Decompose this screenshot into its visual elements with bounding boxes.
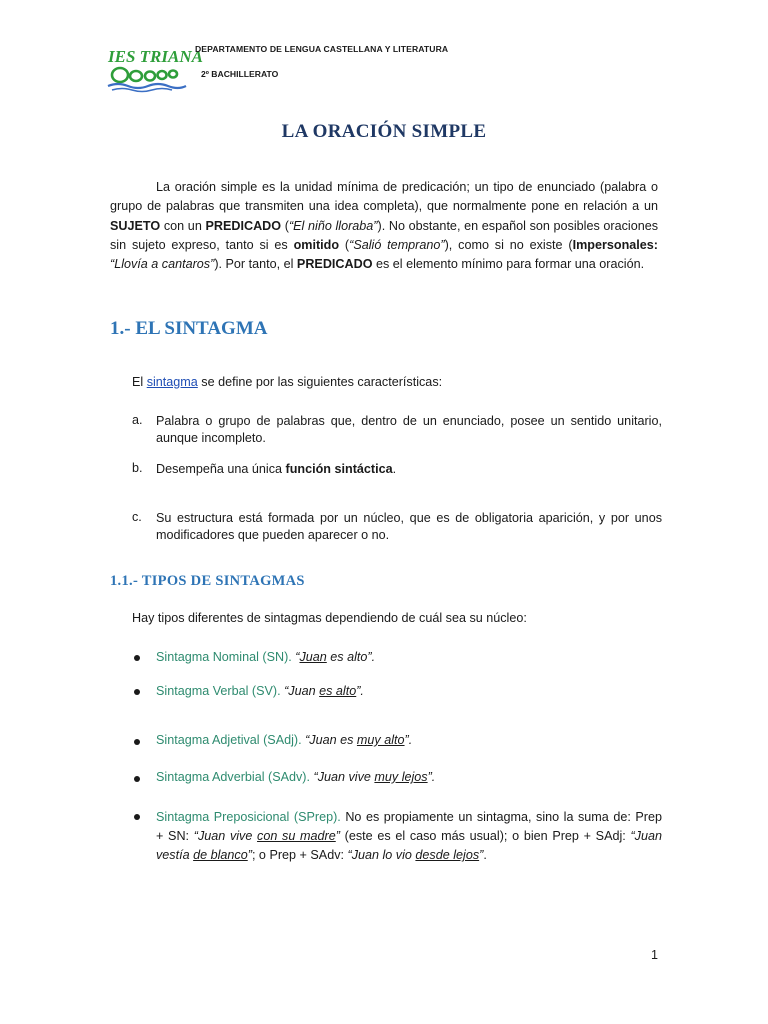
logo-text: IES TRIANA	[108, 47, 203, 66]
page-number: 1	[651, 948, 659, 962]
sintagma-definition-intro: El sintagma se define por las siguientes características:	[132, 375, 443, 389]
bullet-sprep: Sintagma Preposicional (SPrep). No es propiamente un sintagma, sino la suma de: Prep + SN: “Juan vive con su madre” (este es el caso más usual); o bien Prep + SAdj: “Juan vestía de blanco”; o Prep + SAdv: “Juan lo vio desde lejos”.	[156, 810, 662, 862]
course-name: 2º BACHILLERATO	[201, 69, 279, 79]
bullet-sadv: Sintagma Adverbial (SAdv). “Juan vive muy lejos”.	[156, 770, 436, 784]
bullet-sn: Sintagma Nominal (SN). “Juan es alto”.	[156, 650, 376, 664]
bullet-marker	[134, 776, 140, 782]
bullet-marker	[134, 739, 140, 745]
bullet-sadj: Sintagma Adjetival (SAdj). “Juan es muy alto”.	[156, 733, 413, 747]
bullet-marker	[134, 814, 140, 820]
sintagma-link[interactable]: sintagma	[146, 375, 198, 389]
school-logo	[106, 42, 203, 92]
list-marker-a: a.	[132, 413, 143, 427]
intro-line-2: grupo de palabras que transmiten una idea completa), que normalmente pone en relación a un	[110, 199, 658, 214]
list-marker-c: c.	[132, 510, 142, 524]
section-heading-sintagma: 1.- EL SINTAGMA	[110, 318, 268, 339]
list-item-a: Palabra o grupo de palabras que, dentro de un enunciado, posee un sentido unitario, aunque incompleto.	[156, 414, 662, 445]
bullet-marker	[134, 655, 140, 661]
intro-line-5: “Llovía a cantaros”). Por tanto, el PREDICADO es el elemento mínimo para formar una oración.	[110, 257, 645, 272]
department-name: DEPARTAMENTO DE LENGUA CASTELLANA Y LITERATURA	[195, 44, 449, 54]
intro-paragraph	[110, 178, 658, 274]
intro-line-3: SUJETO con un PREDICADO (“El niño lloraba”). No obstante, en español son posibles oraciones	[110, 218, 659, 233]
bullet-sv: Sintagma Verbal (SV). “Juan es alto”.	[156, 684, 364, 698]
section-heading-tipos: 1.1.- TIPOS DE SINTAGMAS	[110, 573, 305, 589]
bullet-marker	[134, 689, 140, 695]
page-title: LA ORACIÓN SIMPLE	[281, 121, 487, 142]
list-item-b: Desempeña una única función sintáctica.	[156, 462, 397, 476]
list-item-c: Su estructura está formada por un núcleo, que es de obligatoria aparición, y por unos modificadores que pueden aparecer o no.	[156, 511, 662, 542]
intro-line-4: sin sujeto expreso, tanto si es omitido (“Salió temprano”), como si no existe (Impersonales:	[110, 237, 658, 252]
intro-line-1: La oración simple es la unidad mínima de predicación; un tipo de enunciado (palabra o	[156, 180, 658, 194]
tipos-intro: Hay tipos diferentes de sintagmas dependiendo de cuál sea su núcleo:	[132, 611, 527, 625]
list-marker-b: b.	[132, 461, 143, 475]
